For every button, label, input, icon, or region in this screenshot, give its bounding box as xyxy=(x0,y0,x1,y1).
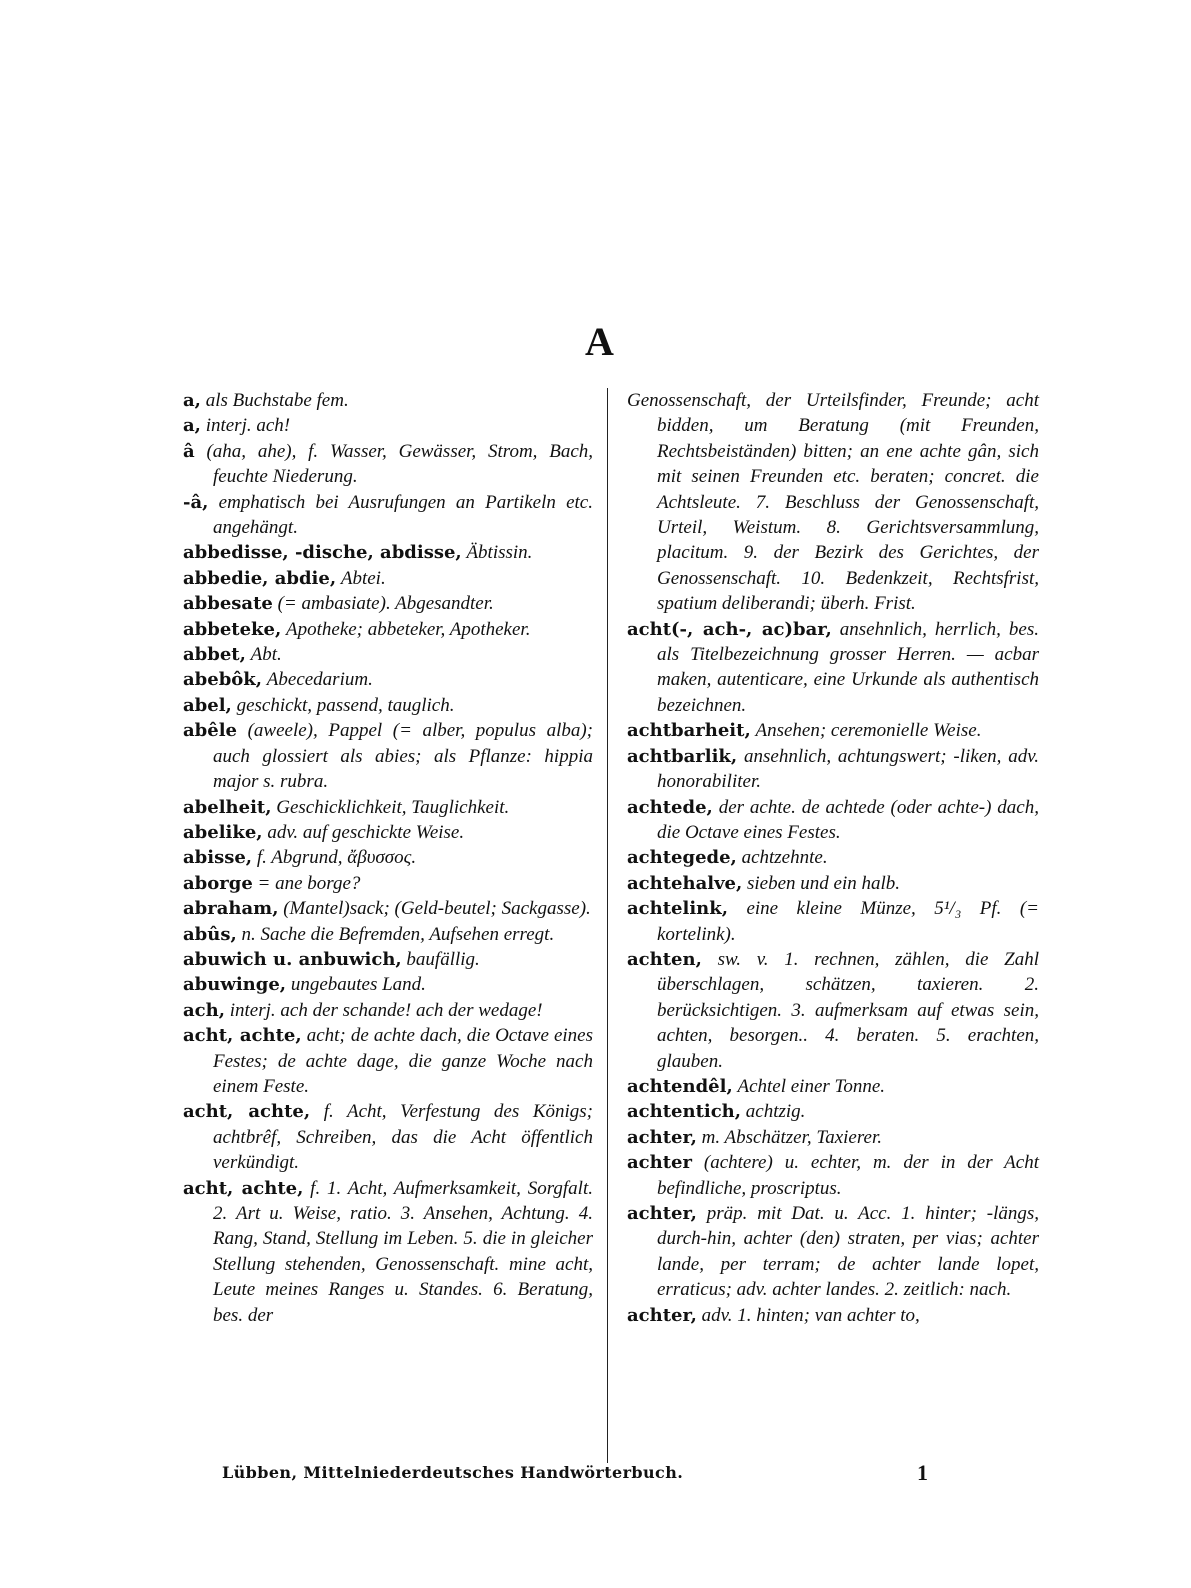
definition: = ane borge? xyxy=(257,872,361,894)
dictionary-entry xyxy=(627,744,1039,795)
dictionary-entry xyxy=(183,617,593,642)
definition: adv. 1. hinten; van achter to, xyxy=(701,1304,920,1326)
dictionary-entry xyxy=(183,439,593,490)
definition: Abecedarium. xyxy=(266,669,373,691)
definition: f. 1. Acht, Aufmerksamkeit, Sorgfalt. 2. Art u. Weise, ratio. 3. Ansehen, Achtung. 4. Rang, Stand, Stellung im Leben. 5. die in gleicher Stellung stehenden, Genossenschaft. mine acht, Leute meines Ranges u. Standes. 6. Beratung, bes. der xyxy=(213,1177,593,1326)
definition: sieben und ein halb. xyxy=(747,872,901,894)
definition: geschickt, passend, tauglich. xyxy=(236,694,455,716)
definition: interj. ach der schande! ach der wedage! xyxy=(229,999,543,1021)
definition: (achtere) u. echter, m. der in der Acht befindliche, proscriptus. xyxy=(657,1152,1039,1199)
definition: (= ambasiate). Abgesandter. xyxy=(277,593,494,615)
dictionary-entry xyxy=(183,998,593,1023)
definition: m. Abschätzer, Taxierer. xyxy=(701,1126,883,1148)
headword: acht, achte, xyxy=(183,1025,302,1047)
dictionary-entry xyxy=(183,845,593,870)
headword: abbeteke, xyxy=(183,618,282,640)
dictionary-entry xyxy=(627,1074,1039,1099)
headword: achtehalve, xyxy=(627,872,743,894)
headword: achter xyxy=(627,1152,692,1174)
headword: acht, achte, xyxy=(183,1101,311,1123)
definition: acht; de achte dach, die Octave eines Festes; de achte dage, die ganze Woche nach einem Feste. xyxy=(213,1025,593,1097)
definition: ansehnlich, herrlich, bes. als Titelbezeichnung grosser Herren. — acbar maken, autenticare, eine Urkunde als authentisch bezeichnen. xyxy=(657,618,1040,716)
dictionary-entry xyxy=(183,795,593,820)
dictionary-entry xyxy=(183,693,593,718)
headword: achtentich, xyxy=(627,1101,742,1123)
page-number: 1 xyxy=(917,1460,928,1485)
definition: als Buchstabe fem. xyxy=(205,390,349,411)
definition: (Mantel)sack; (Geld-beutel; Sackgasse). xyxy=(283,898,591,920)
headword: abelike, xyxy=(183,821,263,843)
dictionary-entry xyxy=(183,1176,593,1328)
definition: Achtel einer Tonne. xyxy=(737,1075,886,1097)
dictionary-entry xyxy=(627,947,1039,1074)
headword: achtbarlik, xyxy=(627,745,738,767)
headword: -â, xyxy=(183,491,209,513)
headword: abisse, xyxy=(183,847,253,869)
left-column xyxy=(183,388,593,1328)
headword: achtede, xyxy=(627,796,713,818)
dictionary-entry xyxy=(627,718,1039,743)
definition: Apotheke; abbeteker, Apotheker. xyxy=(286,618,531,640)
headword: abêle xyxy=(183,720,237,742)
headword: abbedisse, -dische, abdisse, xyxy=(183,542,462,564)
dictionary-entry xyxy=(183,871,593,896)
headword: acht(-, ach-, ac)bar, xyxy=(627,618,832,640)
dictionary-entry xyxy=(627,871,1039,896)
definition: adv. auf geschickte Weise. xyxy=(267,821,465,843)
headword: achtegede, xyxy=(627,847,737,869)
dictionary-entry xyxy=(183,896,593,921)
dictionary-entry xyxy=(627,1201,1039,1303)
headword: achtelink, xyxy=(627,898,728,920)
section-letter: A xyxy=(585,319,614,364)
definition: ungebautes Land. xyxy=(290,974,426,996)
definition: (aweele), Pappel (= alber, populus alba); auch glossiert als abies; als Pflanze: hippia major s. rubra. xyxy=(213,720,594,793)
definition: achtzig. xyxy=(745,1101,806,1123)
definition: (aha, ahe), f. Wasser, Gewässer, Strom, Bach, feuchte Niederung. xyxy=(206,440,593,488)
headword: abraham, xyxy=(183,898,279,920)
headword: aborge xyxy=(183,872,253,894)
dictionary-entry xyxy=(183,642,593,667)
right-column xyxy=(627,388,1039,1328)
definition: achtzehnte. xyxy=(741,847,828,869)
dictionary-entry xyxy=(183,591,593,616)
dictionary-entry xyxy=(183,947,593,972)
headword: achten, xyxy=(627,948,702,970)
dictionary-entry xyxy=(183,718,593,794)
definition: f. Acht, Verfestung des Königs; achtbrêf, Schreiben, das die Acht öffentlich verkündigt. xyxy=(213,1101,593,1174)
headword: abebôk, xyxy=(183,669,263,691)
headword: abuwinge, xyxy=(183,974,287,996)
dictionary-entry xyxy=(183,540,593,565)
headword: â xyxy=(183,440,195,462)
dictionary-entry xyxy=(627,896,1039,947)
definition: eine kleine Münze, 5¹/₃ Pf. (= kortelink). xyxy=(657,898,1040,945)
headword: a, xyxy=(183,390,201,411)
dictionary-entry xyxy=(627,617,1039,719)
definition: interj. ach! xyxy=(205,415,291,437)
definition: baufällig. xyxy=(406,948,480,970)
dictionary-entry xyxy=(183,1023,593,1099)
definition: n. Sache die Befremden, Aufsehen erregt. xyxy=(241,923,555,945)
definition: sw. v. 1. rechnen, zählen, die Zahl überschlagen, schätzen, taxieren. 2. berücksichtigen. 3. aufmerksam auf etwas sein, achten, besorgen.. 4. beraten. 5. erachten, glauben. xyxy=(657,948,1039,1072)
definition: Ansehen; ceremonielle Weise. xyxy=(755,720,982,742)
headword: abel, xyxy=(183,694,232,716)
headword: abbesate xyxy=(183,593,273,615)
dictionary-entry xyxy=(627,1150,1039,1201)
dictionary-entry xyxy=(183,972,593,997)
dictionary-entry xyxy=(183,388,593,413)
dictionary-entry xyxy=(183,490,593,541)
definition: Genossenschaft, der Urteilsfinder, Freunde; acht bidden, um Beratung (mit Freunden, Rechtsbeiständen) bitten; an ene achte gân, sich mit seinen Freunden etc. beraten; concret. die Achtsleute. 7. Beschluss der Genossenschaft, Urteil, Weistum. 8. Gerichtsversammlung, placitum. 9. der Bezirk des Gerichtes, der Genossenschaft. 10. Bedenkzeit, Rechtsfrist, spatium deliberandi; überh. Frist. xyxy=(627,390,1039,615)
definition: Geschicklichkeit, Tauglichkeit. xyxy=(276,796,510,818)
column-divider xyxy=(607,388,608,1463)
dictionary-entry xyxy=(183,566,593,591)
headword: abelheit, xyxy=(183,796,272,818)
definition: ansehnlich, achtungswert; -liken, adv. honorabiliter. xyxy=(657,745,1040,793)
headword: achter, xyxy=(627,1304,697,1326)
headword: ach, xyxy=(183,999,225,1021)
definition: f. Abgrund, ἄβυσσος. xyxy=(256,847,417,869)
footer-book-title: Lübben, Mittelniederdeutsches Handwörterbuch. xyxy=(222,1463,684,1482)
definition: Abtei. xyxy=(340,567,386,589)
definition: emphatisch bei Ausrufungen an Partikeln etc. angehängt. xyxy=(213,491,593,539)
headword: achtbarheit, xyxy=(627,720,751,742)
dictionary-entry xyxy=(183,1099,593,1175)
headword: achter, xyxy=(627,1126,697,1148)
dictionary-entry xyxy=(627,845,1039,870)
definition: der achte. de achtede (oder achte-) dach, die Octave eines Festes. xyxy=(657,796,1039,843)
dictionary-entry xyxy=(627,795,1039,846)
dictionary-entry xyxy=(183,922,593,947)
headword: abûs, xyxy=(183,923,237,945)
definition: Äbtissin. xyxy=(466,542,533,564)
dictionary-entry xyxy=(627,1099,1039,1124)
headword: abbet, xyxy=(183,644,246,666)
dictionary-entry xyxy=(183,820,593,845)
headword: achter, xyxy=(627,1203,697,1224)
dictionary-entry xyxy=(627,388,1039,617)
dictionary-entry xyxy=(627,1303,1039,1328)
dictionary-entry xyxy=(183,413,593,438)
dictionary-entry xyxy=(183,667,593,692)
headword: abbedie, abdie, xyxy=(183,567,337,589)
headword: acht, achte, xyxy=(183,1177,304,1199)
definition: Abt. xyxy=(250,644,282,666)
headword: a, xyxy=(183,415,201,437)
headword: achtendêl, xyxy=(627,1075,733,1097)
definition: präp. mit Dat. u. Acc. 1. hinter; -längs, durch-hin, achter (den) straten, per vias; achter lande, per terram; de achter lande lopet, erraticus; adv. achter landes. 2. zeitlich: nach. xyxy=(657,1203,1040,1301)
dictionary-entry xyxy=(627,1125,1039,1150)
headword: abuwich u. anbuwich, xyxy=(183,948,402,970)
